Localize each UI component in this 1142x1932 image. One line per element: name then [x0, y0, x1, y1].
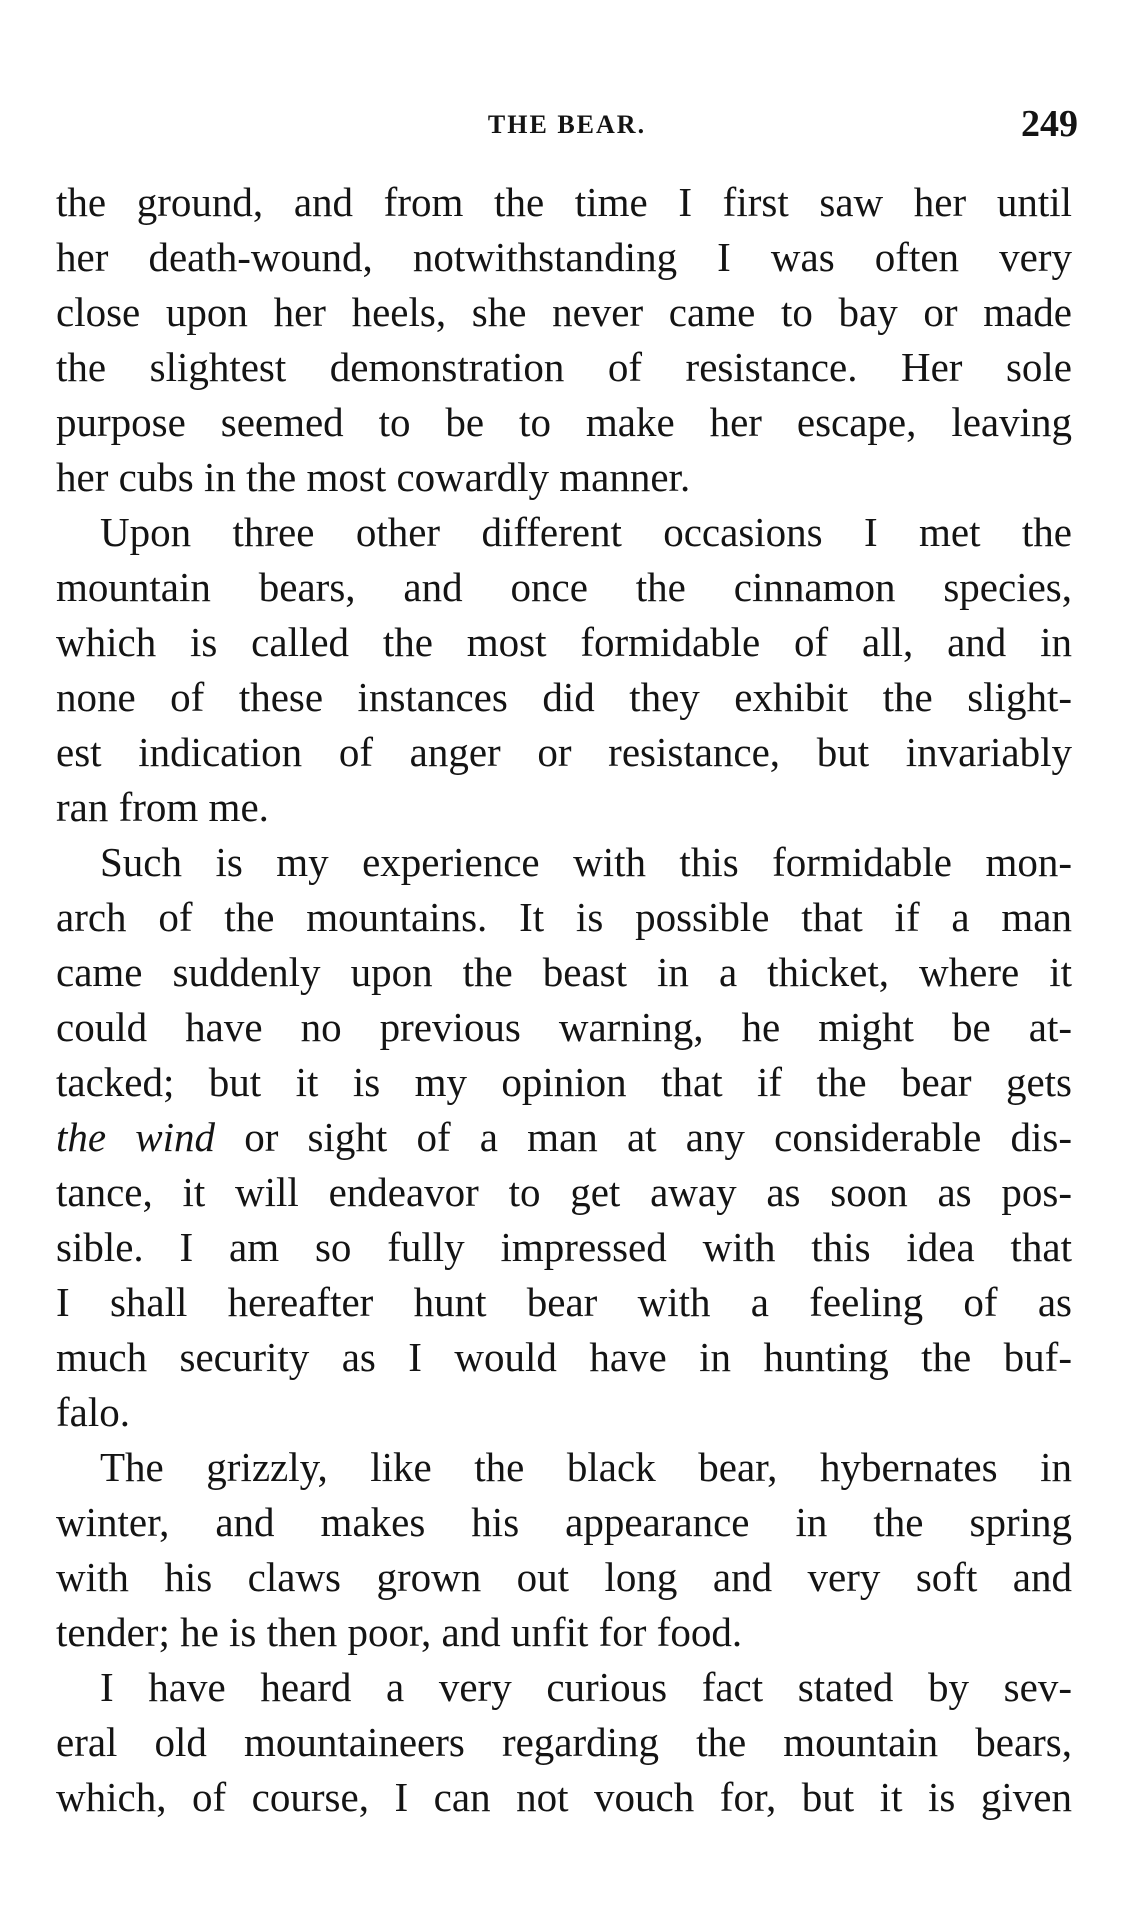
text-line: with his claws grown out long and very soft and: [56, 1554, 1072, 1600]
text-line: Upon three other different occasions I met the: [100, 509, 1072, 555]
text-line: close upon her heels, she never came to bay or made: [56, 289, 1072, 335]
body-text: [56, 175, 1072, 1825]
text-line: which, of course, I can not vouch for, but it is given: [56, 1774, 1072, 1820]
text-line: none of these instances did they exhibit the slight-: [56, 674, 1072, 720]
text-line: I shall hereafter hunt bear with a feeling of as: [56, 1279, 1072, 1325]
text-line: ran from me.: [56, 784, 269, 830]
paragraph: [56, 835, 1072, 1440]
text-line: her death-wound, notwithstanding I was often very: [56, 234, 1072, 280]
line-remainder: or sight of a man at any considerable dis-: [215, 1114, 1072, 1160]
text-line: sible. I am so fully impressed with this idea that: [56, 1224, 1072, 1270]
text-line: the ground, and from the time I first saw her until: [56, 179, 1072, 225]
text-line: I have heard a very curious fact stated by sev-: [100, 1664, 1072, 1710]
text-line: falo.: [56, 1389, 130, 1435]
text-line: tacked; but it is my opinion that if the bear gets: [56, 1059, 1072, 1105]
text-line: which is called the most formidable of all, and in: [56, 619, 1072, 665]
text-line: Such is my experience with this formidable mon-: [100, 839, 1072, 885]
italic-phrase: the wind: [56, 1114, 216, 1160]
text-line: winter, and makes his appearance in the spring: [56, 1499, 1072, 1545]
page-number: 249: [1021, 103, 1078, 145]
text-line: tender; he is then poor, and unfit for food.: [56, 1609, 743, 1655]
text-line: purpose seemed to be to make her escape, leaving: [56, 399, 1072, 445]
text-line: could have no previous warning, he might be at-: [56, 1004, 1072, 1050]
paragraph: [56, 175, 1072, 505]
text-line: much security as I would have in hunting the buf-: [56, 1334, 1072, 1380]
paragraph: [56, 505, 1072, 835]
running-title: THE BEAR.: [487, 110, 647, 139]
text-line: est indication of anger or resistance, but invariably: [56, 729, 1072, 775]
paragraph: [56, 1440, 1072, 1660]
paragraph: [56, 1660, 1072, 1825]
text-line: tance, it will endeavor to get away as soon as pos-: [56, 1169, 1072, 1215]
text-line: her cubs in the most cowardly manner.: [56, 454, 691, 500]
text-line: [56, 1110, 1072, 1165]
text-line: came suddenly upon the beast in a thicket, where it: [56, 949, 1072, 995]
text-line: eral old mountaineers regarding the mountain bears,: [56, 1719, 1072, 1765]
text-line: arch of the mountains. It is possible that if a man: [56, 894, 1072, 940]
text-line: The grizzly, like the black bear, hybernates in: [100, 1444, 1072, 1490]
text-line: the slightest demonstration of resistance. Her sole: [56, 344, 1072, 390]
text-line: mountain bears, and once the cinnamon species,: [56, 564, 1072, 610]
running-head: [56, 98, 1078, 148]
